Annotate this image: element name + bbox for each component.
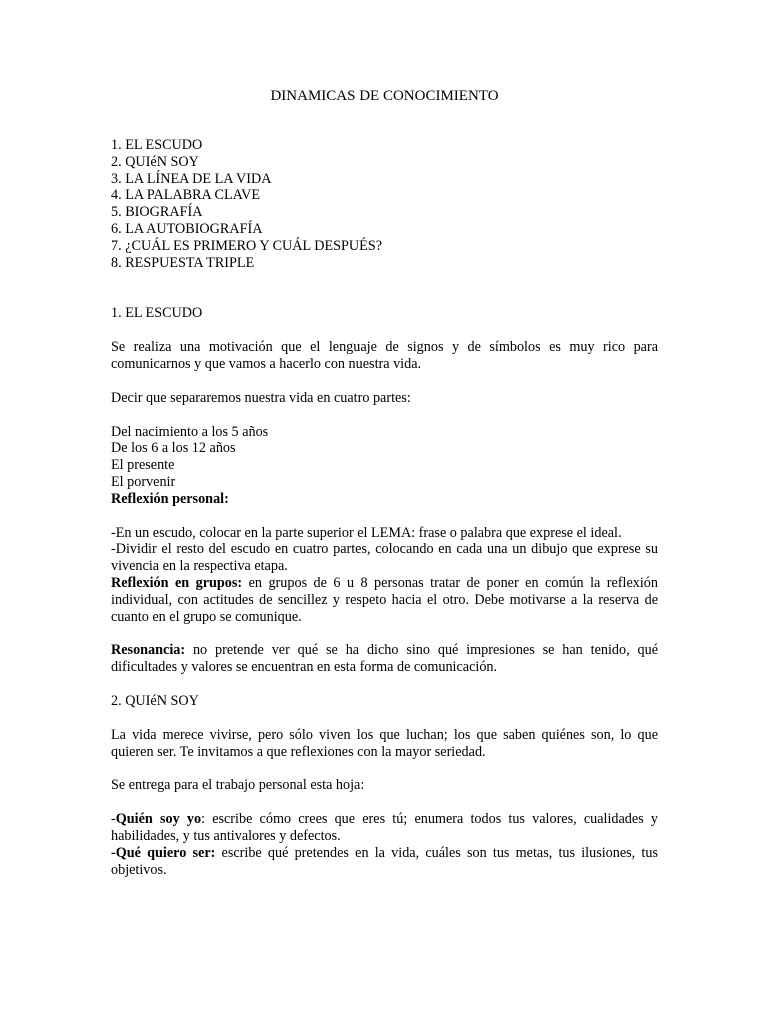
life-part-item: El porvenir (111, 473, 176, 490)
reflexion-grupos-text: en grupos de 6 u 8 personas tratar de poner en común la reflexión individual, con actitudes de sencillez y respeto hacia el otro. Debe motivarse a la reserva de cuanto en el grupo se comunique. (111, 574, 658, 625)
escudo-step-lema: -En un escudo, colocar en la parte superior el LEMA: frase o palabra que exprese el ideal. (111, 524, 622, 541)
quien-soy-yo-paragraph (111, 811, 658, 845)
escudo-intro-paragraph: Se realiza una motivación que el lenguaje de signos y de símbolos es muy rico para comunicarnos y que vamos a hacerlo con nuestra vida. (111, 339, 658, 372)
que-quiero-ser-label: -Qué quiero ser: (111, 844, 216, 861)
reflexion-personal-label (111, 491, 658, 508)
que-quiero-ser-text: escribe qué pretendes en la vida, cuáles son tus metas, tus ilusiones, tus objetivos. (111, 844, 658, 878)
document-title: DINAMICAS DE CONOCIMIENTO (270, 88, 499, 104)
resonancia-paragraph (111, 642, 658, 676)
index-item: 6. LA AUTOBIOGRAFÍA (111, 220, 263, 237)
index-item: 2. QUIéN SOY (111, 153, 199, 170)
reflexion-personal-bold: Reflexión personal: (111, 490, 229, 507)
escudo-decir-paragraph: Decir que separaremos nuestra vida en cuatro partes: (111, 389, 411, 406)
resonancia-text: no pretende ver qué se ha dicho sino qué impresiones se han tenido, qué dificultades y valores se encuentran en esta forma de comunicación. (111, 642, 658, 676)
index-item: 8. RESPUESTA TRIPLE (111, 254, 255, 271)
document-page (111, 86, 658, 878)
quien-soy-yo-dash: - (111, 811, 116, 828)
index-item: 7. ¿CUÁL ES PRIMERO Y CUÁL DESPUÉS? (111, 237, 383, 254)
resonancia-label: Resonancia: (111, 642, 186, 659)
quien-soy-yo-label: Quién soy yo (115, 811, 202, 828)
index-list (111, 137, 658, 271)
life-part-item: De los 6 a los 12 años (111, 440, 236, 457)
section-heading-quien-soy: 2. QUIéN SOY (111, 692, 199, 709)
index-item: 4. LA PALABRA CLAVE (111, 187, 260, 204)
life-part-item: El presente (111, 457, 175, 474)
quien-soy-yo-text: : escribe cómo crees que eres tú; enumera todos tus valores, cualidades y habilidades, y tus antivalores y defectos. (111, 811, 658, 844)
quien-soy-intro-paragraph: La vida merece vivirse, pero sólo viven los que luchan; los que saben quiénes son, lo que quieren ser. Te invitamos a que reflexiones con la mayor seriedad. (111, 726, 658, 760)
section-heading-escudo: 1. EL ESCUDO (111, 305, 203, 322)
escudo-step-dividir: -Dividir el resto del escudo en cuatro partes, colocando en cada una un dibujo que exprese su vivencia en la respectiva etapa. (111, 541, 658, 575)
life-part-item: Del nacimiento a los 5 años (111, 423, 269, 440)
que-quiero-ser-paragraph (111, 845, 658, 879)
life-parts-list (111, 424, 658, 491)
index-item: 1. EL ESCUDO (111, 137, 203, 153)
entrega-paragraph: Se entrega para el trabajo personal esta hoja: (111, 777, 365, 794)
reflexion-grupos-label: Reflexión en grupos: (111, 574, 243, 591)
index-item: 3. LA LÍNEA DE LA VIDA (111, 170, 272, 187)
reflexion-grupos-paragraph (111, 575, 658, 625)
index-item: 5. BIOGRAFÍA (111, 204, 203, 221)
